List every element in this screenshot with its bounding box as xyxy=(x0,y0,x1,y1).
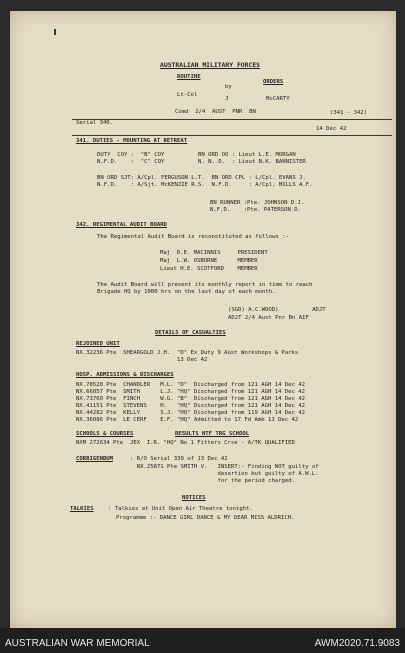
schools-heading: SCHOOLS & COURSES xyxy=(76,431,134,437)
footer-accession-number: AWM2020.71.9083 xyxy=(314,638,400,649)
rejoined-row: NX.32236 Pte SHEARGOLD J.H. "D" Ex Duty 9 Aust Workshops & Parks xyxy=(76,350,299,356)
corrigendum-heading: CORRIGENDUM xyxy=(76,456,114,462)
hosp-row: NX.78528 Pte CHANDLER M.L. "D" Discharged from 121 AGH 14 Dec 42 xyxy=(76,382,306,388)
corrigendum-row: NX.25871 Pte SMITH V. INSERT:- Finding NOT guilty of xyxy=(130,464,319,470)
duty-row: N.F.D. :Pte. PATERSON D. xyxy=(210,207,301,213)
hosp-heading: HOSP. ADMISSIONS & DISCHARGES xyxy=(76,372,174,378)
talkies-label: TALKIES xyxy=(70,506,94,512)
hosp-row: NX.41151 Pte STEVENS H. "HQ" Discharged from 121 AGH 14 Dec 42 xyxy=(76,403,306,409)
audit-note: The Audit Board will present its monthly report in time to reach xyxy=(97,282,313,288)
commander-name: McCARTY xyxy=(266,96,290,102)
casualties-heading: DETAILS OF CASUALTIES xyxy=(155,330,226,336)
corrigendum-row: for the period charged. xyxy=(130,478,296,484)
page-range: (341 - 342) xyxy=(330,110,368,116)
divider xyxy=(72,119,392,120)
rank-label: Lt-Col xyxy=(177,92,198,98)
rejoined-heading: REJOINED UNIT xyxy=(76,341,120,347)
archive-footer xyxy=(0,628,405,653)
hosp-row: NX.66057 Pte SMITH L.J. "HQ" Discharged from 121 AGH 14 Dec 42 xyxy=(76,389,306,395)
audit-intro: The Regimental Audit Board is reconstituted as follows :- xyxy=(97,234,289,240)
pencil-mark xyxy=(54,29,56,35)
duty-row: N.F.D. : A/Sjt. McKENZIE R.S. N.F.D. : A/Cpl. MILLS A.F. xyxy=(97,182,313,188)
results-heading: RESULTS NTF TRG SCHOOL xyxy=(175,431,250,437)
duty-row: N.F.D. : "C" COY N. N. D. : Lieut N.K. BANNISTER xyxy=(97,159,306,165)
audit-member: Lieut H.E. SCOTFORD MEMBER xyxy=(160,266,258,272)
schools-row: NXM 272634 Pte JEX I.R. "HQ" No 1 Fitters Crse - A/TK QUALIFIED xyxy=(76,440,295,446)
document-title: AUSTRALIAN MILITARY FORCES xyxy=(160,61,261,69)
unit-line: Comd 2/4 AUST PNR BN xyxy=(175,109,256,115)
orders-label: ORDERS xyxy=(263,79,284,85)
notices-heading: NOTICES xyxy=(182,495,206,501)
corrigendum-row: desertion but guilty of A.W.L. xyxy=(130,471,319,477)
signature-line: (SGD) A.C.WOOD) ADJT xyxy=(228,307,326,313)
routine-label: ROUTINE xyxy=(177,74,201,80)
audit-member: Maj D.E. MACINNIS PRESIDENT xyxy=(160,250,268,256)
talkies-text: : Talkies at Unit Open Air Theatre tonight. xyxy=(108,506,253,512)
duty-row: DUTY COY : "B" COY BN ORD OO : Lieut L.E. MORGAN xyxy=(97,152,296,158)
serial-number: Serial 340. xyxy=(76,120,114,126)
document-page xyxy=(10,11,396,628)
rejoined-row: 13 Dec 42 xyxy=(76,357,208,363)
duties-heading: 341. DUTIES - MOUNTING AT RETREAT xyxy=(76,138,188,144)
audit-note: Brigade HQ by 1000 hrs on the last day of each month. xyxy=(97,289,276,295)
hosp-row: NX.36086 Pte LE CERF E.F. "HQ" Admitted to 17 Fd Amb 13 Dec 42 xyxy=(76,417,299,423)
audit-heading: 342. REGIMENTAL AUDIT BOARD xyxy=(76,222,167,228)
footer-institution: AUSTRALIAN WAR MEMORIAL xyxy=(5,638,150,649)
hosp-row: NX.73760 Pte FINCH W.G. "B" Discharged from 121 AGH 14 Dec 42 xyxy=(76,396,306,402)
corrigendum-row: : R/O Serial 339 of 13 Dec 42 xyxy=(130,456,228,462)
initial-label: J xyxy=(225,96,229,102)
by-label: by xyxy=(225,84,232,90)
divider xyxy=(72,135,392,136)
audit-member: Maj L.W. OSBORNE MEMBER xyxy=(160,258,258,264)
duty-row: BN RUNNER :Pte. JOHNSON D.J. xyxy=(210,200,305,206)
adjutant-line: ADJT 2/4 Aust Pnr Bn AIF xyxy=(228,315,309,321)
order-date: 14 Dec 42 xyxy=(316,126,347,132)
duty-row: BN ORD SJT: A/Cpl. FERGUSON L.T. BN ORD CPL : L/Cpl. EVANS J. xyxy=(97,175,306,181)
programme-text: Programme :- DANCE GIRL DANCE & MY DEAR MISS ALDRICH. xyxy=(116,515,295,521)
hosp-row: NX.44282 Pte KELLY S.J. "HQ" Discharged from 119 AGH 14 Dec 42 xyxy=(76,410,306,416)
